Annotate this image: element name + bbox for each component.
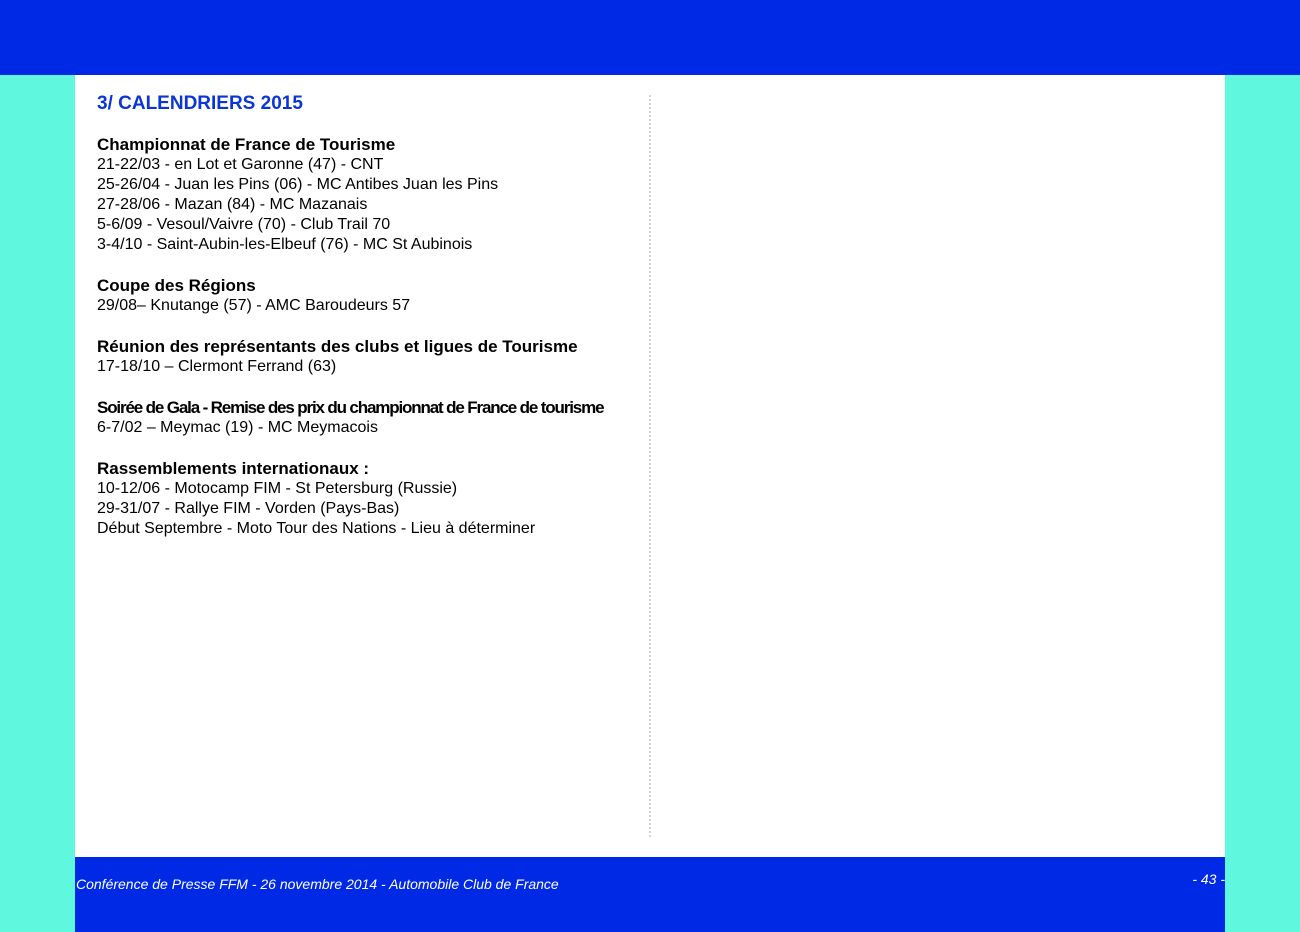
event-line: 29/08– Knutange (57) - AMC Baroudeurs 57 [97,297,411,314]
event-line: 25-26/04 - Juan les Pins (06) - MC Antibes Juan les Pins [97,176,499,193]
event-line: 6-7/02 – Meymac (19) - MC Meymacois [97,419,378,436]
column-divider [649,95,651,837]
calendar-content [97,93,637,560]
event-line: 21-22/03 - en Lot et Garonne (47) - CNT [97,156,384,173]
event-line: 29-31/07 - Rallye FIM - Vorden (Pays-Bas) [97,500,400,517]
event-line: 27-28/06 - Mazan (84) - MC Mazanais [97,196,368,213]
footer-bar [75,857,1225,932]
calendar-block-coupe-des-regions [97,276,637,316]
calendar-block-soiree-de-gala [97,398,637,438]
block-heading: Rassemblements internationaux : [97,459,370,478]
document-page [75,75,1225,857]
block-heading: Coupe des Régions [97,276,256,295]
event-line: 3-4/10 - Saint-Aubin-les-Elbeuf (76) - MC St Aubinois [97,236,473,253]
block-heading: Championnat de France de Tourisme [97,135,396,154]
calendar-block-reunion [97,337,637,377]
footer-text: Conférence de Presse FFM - 26 novembre 2014 - Automobile Club de France [76,876,559,892]
calendar-block-championnat [97,135,637,255]
calendar-block-rassemblements [97,459,637,539]
header-bar [0,0,1300,75]
event-line: Début Septembre - Moto Tour des Nations - Lieu à déterminer [97,520,536,537]
block-heading: Soirée de Gala - Remise des prix du championnat de France de tourisme [97,398,604,417]
block-heading: Réunion des représentants des clubs et ligues de Tourisme [97,337,578,356]
section-title: 3/ CALENDRIERS 2015 [97,93,303,114]
event-line: 10-12/06 - Motocamp FIM - St Petersburg (Russie) [97,480,458,497]
page-number: - 43 - [1192,871,1225,887]
event-line: 17-18/10 – Clermont Ferrand (63) [97,358,337,375]
event-line: 5-6/09 - Vesoul/Vaivre (70) - Club Trail 70 [97,216,391,233]
